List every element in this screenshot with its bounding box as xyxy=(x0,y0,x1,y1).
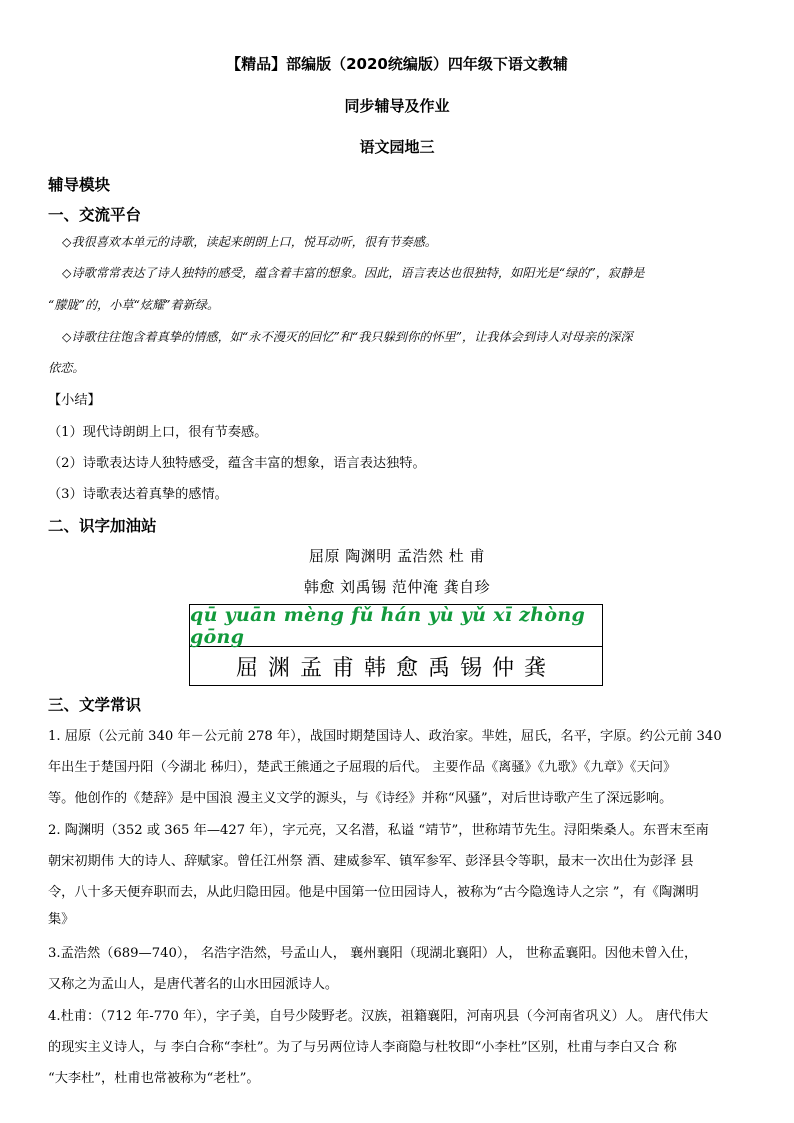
literature-line: 3.孟浩然（689—740）， 名浩字浩然，号孟山人， 襄州襄阳（现湖北襄阳）人， 世称孟襄阳。因他未曾入仕， xyxy=(48,946,698,961)
lesson-title: 语文园地三 xyxy=(359,138,435,156)
section3-heading: 三、文学常识 xyxy=(48,696,142,714)
section2-heading: 二、识字加油站 xyxy=(48,517,157,535)
hanzi-row: 屈渊孟甫韩愈禹锡仲龚 xyxy=(235,656,556,681)
literature-line: 1. 屈原（公元前 340 年－公元前 278 年），战国时期楚国诗人、政治家。芈姓，屈氏，名平，字原。约公元前 340 xyxy=(48,729,722,744)
literature-line: 的现实主义诗人，与 李白合称“李杜”。为了与另两位诗人李商隐与杜牧即“小李杜”区别，杜甫与李白又合 称 xyxy=(48,1040,677,1055)
summary-item: （2）诗歌表达诗人独特感受，蕴含丰富的想象，语言表达独特。 xyxy=(48,456,426,471)
poet-names-line: 韩愈 刘禹锡 范仲淹 龚自珍 xyxy=(303,578,491,596)
summary-heading: 【小结】 xyxy=(48,393,101,408)
module-heading: 辅导模块 xyxy=(48,176,111,194)
literature-line: 又称之为孟山人，是唐代著名的山水田园派诗人。 xyxy=(48,977,339,992)
literature-line: “大李杜”，杜甫也常被称为“老杜”。 xyxy=(48,1071,260,1086)
document-title: 【精品】部编版（2020统编版）四年级下语文教辅 xyxy=(226,55,568,73)
section1-paragraph: ◇诗歌常常表达了诗人独特的感受，蕴含着丰富的想象。因此，语言表达也很独特，如阳光是“绿的”，寂静是 xyxy=(62,266,645,280)
section1-paragraph: “朦胧”的，小草“炫耀”着新绿。 xyxy=(48,298,220,312)
section1-paragraph: 依恋。 xyxy=(48,361,85,375)
section1-paragraph: ◇我很喜欢本单元的诗歌，读起来朗朗上口，悦耳动听，很有节奏感。 xyxy=(62,235,437,249)
literature-line: 等。他创作的《楚辞》是中国浪 漫主义文学的源头，与《诗经》并称“风骚”，对后世诗歌产生了深远影响。 xyxy=(48,791,673,806)
pinyin-row: qū yuān mèng fǔ hán yù yǔ xī zhòng gōng xyxy=(190,605,602,647)
literature-line: 集》 xyxy=(48,912,75,927)
literature-line: 2. 陶渊明（352 或 365 年—427 年），字元亮，又名潜，私谥 “靖节”，世称靖节先生。浔阳柴桑人。东晋末至南 xyxy=(48,823,709,838)
summary-item: （1）现代诗朗朗上口，很有节奏感。 xyxy=(48,425,268,440)
literature-line: 朝宋初期伟 大的诗人、辞赋家。曾任江州祭 酒、建威参军、镇军参军、彭泽县令等职，最末一次出仕为彭泽 县 xyxy=(48,854,694,869)
section1-heading: 一、交流平台 xyxy=(48,206,142,224)
literature-line: 年出生于楚国丹阳（今湖北 秭归），楚武王熊通之子屈瑕的后代。 主要作品《离骚》《九歌》《九章》《天问》 xyxy=(48,760,677,775)
character-pinyin-table xyxy=(189,604,603,686)
literature-line: 令，八十多天便弃职而去，从此归隐田园。他是中国第一位田园诗人，被称为“古今隐逸诗人之宗 ”，有《陶渊明 xyxy=(48,885,699,900)
section1-paragraph: ◇诗歌往往饱含着真挚的情感，如“永不漫灭的回忆”和“我只躲到你的怀里”，让我体会到诗人对母亲的深深 xyxy=(62,330,633,344)
poet-names-line: 屈原 陶渊明 孟浩然 杜 甫 xyxy=(308,547,486,565)
summary-item: （3）诗歌表达着真挚的感情。 xyxy=(48,487,228,502)
document-subtitle: 同步辅导及作业 xyxy=(344,97,450,115)
literature-line: 4.杜甫：（712 年-770 年），字子美，自号少陵野老。汉族，祖籍襄阳，河南巩县（今河南省巩义）人。 唐代伟大 xyxy=(48,1009,709,1024)
